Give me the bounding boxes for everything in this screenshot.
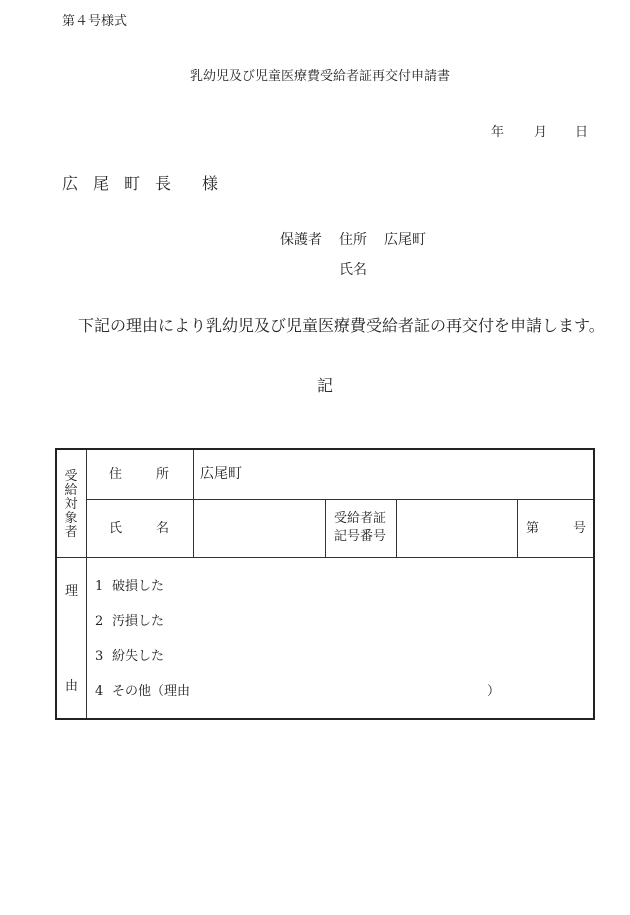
applicant-name-label: 氏名 [339,262,367,278]
reason-number: 4 [95,684,104,699]
form-number: 第４号様式 [62,14,128,29]
name-label: 名 [156,521,170,536]
name-label: 氏 [109,521,123,536]
reason-number: 3 [95,649,104,664]
cert-symbol-field[interactable] [397,500,517,557]
number-prefix: 第 [526,521,540,536]
address-label: 住 [109,467,123,482]
statement: 下記の理由により乳幼児及び児童医療費受給者証の再交付を申請します。 [78,316,605,335]
reason-text: 破損した [112,579,165,594]
date-day-label: 日 [575,125,589,140]
addressee-char: 広 [62,174,79,193]
reason-text: 汚損した [112,614,165,629]
applicant-role: 保護者 [280,232,322,248]
ki-heading: 記 [317,376,334,395]
reason-number: 1 [95,579,104,594]
document-title: 乳幼児及び児童医療費受給者証再交付申請書 [190,69,451,84]
addressee-char: 町 [124,174,141,193]
applicant-address-value[interactable]: 広尾町 [384,232,426,248]
cert-label-line2: 記号番号 [334,529,387,544]
address-label: 所 [156,467,170,482]
reason-number: 2 [95,614,104,629]
date-year-label: 年 [491,125,505,140]
recipient-address-value[interactable]: 広尾町 [200,466,242,482]
reason-text: 紛失した [112,649,165,664]
reason-label: 由 [65,679,79,694]
date-month-label: 月 [534,125,548,140]
recipient-name-field[interactable] [194,500,325,557]
addressee-char: 尾 [93,174,110,193]
reason-text: その他（理由 [112,684,191,699]
addressee-char: 長 [155,174,172,193]
number-suffix: 号 [573,521,587,536]
close-paren: ） [487,684,501,699]
applicant-address-label: 住所 [339,232,367,248]
cert-label-line1: 受給者証 [334,511,387,526]
section-label-recipient: 受給対象者 [64,469,78,540]
reason-label: 理 [65,584,79,599]
addressee-honorific: 様 [202,174,219,193]
application-table [55,448,595,720]
